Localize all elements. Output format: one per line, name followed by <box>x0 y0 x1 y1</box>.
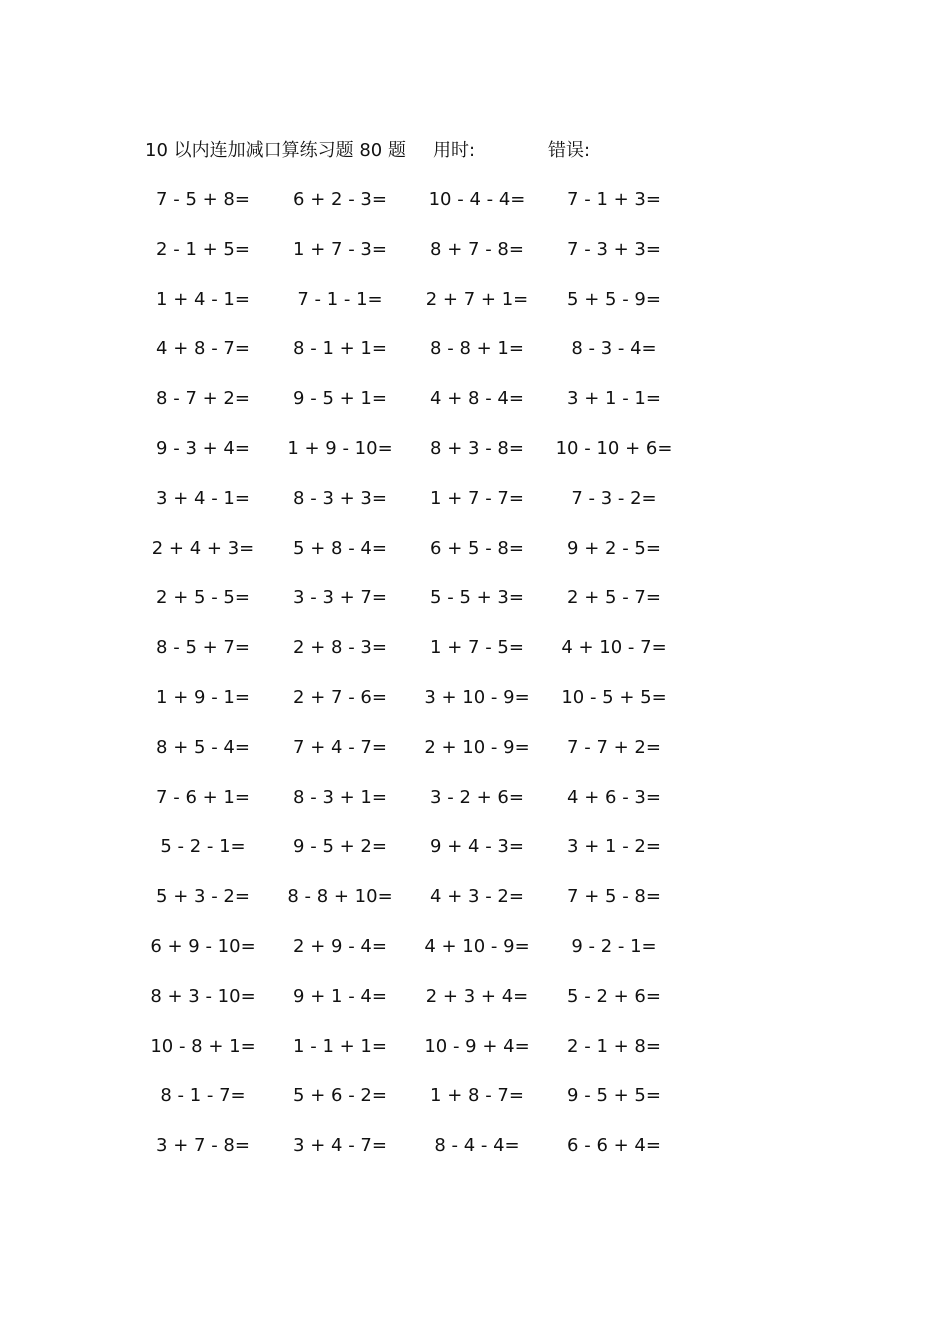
problem-item: 9 - 3 + 4= <box>156 437 250 459</box>
problem-item: 1 + 7 - 3= <box>293 238 387 260</box>
problem-row <box>0 585 950 635</box>
problem-item: 7 - 5 + 8= <box>156 189 250 210</box>
problem-item: 7 - 6 + 1= <box>156 786 250 808</box>
problem-item: 2 + 10 - 9= <box>424 736 530 758</box>
problem-row <box>0 536 950 586</box>
problem-row <box>0 1133 950 1183</box>
problem-item: 6 + 5 - 8= <box>430 537 524 559</box>
problem-item: 2 + 4 + 3= <box>151 537 255 559</box>
problem-item: 9 + 1 - 4= <box>293 985 387 1007</box>
problem-item: 10 - 10 + 6= <box>555 437 673 459</box>
problem-item: 7 - 7 + 2= <box>567 736 661 758</box>
problem-item: 8 - 1 - 7= <box>160 1085 246 1107</box>
problem-row <box>0 436 950 486</box>
problem-item: 3 + 7 - 8= <box>156 1135 250 1157</box>
problem-item: 1 + 9 - 10= <box>287 437 393 459</box>
problem-row <box>0 1083 950 1133</box>
problem-item: 9 - 5 + 1= <box>293 388 387 410</box>
problem-item: 8 - 3 - 4= <box>571 338 657 360</box>
problem-item: 2 + 8 - 3= <box>293 637 387 659</box>
problem-item: 8 - 1 + 1= <box>293 338 387 360</box>
problem-item: 2 + 5 - 5= <box>156 587 250 609</box>
time-label: 用时: <box>433 140 476 161</box>
problem-item: 5 + 6 - 2= <box>293 1085 387 1107</box>
problem-item: 10 - 4 - 4= <box>428 189 526 210</box>
problem-item: 5 + 3 - 2= <box>156 886 250 908</box>
problem-item: 10 - 8 + 1= <box>150 1035 256 1057</box>
problem-item: 2 + 3 + 4= <box>425 985 529 1007</box>
problem-item: 7 + 5 - 8= <box>567 886 661 908</box>
problem-item: 8 - 5 + 7= <box>156 637 250 659</box>
problem-row <box>0 984 950 1034</box>
problem-item: 5 + 5 - 9= <box>567 288 661 310</box>
problem-item: 2 + 7 + 1= <box>425 288 529 310</box>
problem-item: 8 - 8 + 1= <box>430 338 524 360</box>
problem-item: 7 + 4 - 7= <box>293 736 387 758</box>
problem-item: 9 - 5 + 2= <box>293 836 387 858</box>
problem-item: 1 - 1 + 1= <box>293 1035 387 1057</box>
problem-item: 10 - 9 + 4= <box>424 1035 530 1057</box>
problem-item: 7 - 3 + 3= <box>567 238 661 260</box>
problem-item: 7 - 1 + 3= <box>567 189 661 210</box>
problem-item: 2 + 9 - 4= <box>293 935 387 957</box>
problem-item: 8 + 5 - 4= <box>156 736 250 758</box>
problem-item: 9 - 2 - 1= <box>571 935 657 957</box>
problem-item: 1 + 9 - 1= <box>156 686 250 708</box>
problem-item: 4 + 8 - 7= <box>156 338 250 360</box>
problem-row <box>0 685 950 735</box>
worksheet-header <box>0 138 950 164</box>
problem-item: 6 + 9 - 10= <box>150 935 256 957</box>
problem-item: 5 + 8 - 4= <box>293 537 387 559</box>
problem-item: 7 - 3 - 2= <box>571 487 657 509</box>
problem-item: 3 + 1 - 2= <box>567 836 661 858</box>
problem-row <box>0 635 950 685</box>
problem-row <box>0 336 950 386</box>
problem-item: 7 - 1 - 1= <box>297 288 383 310</box>
problem-row <box>0 934 950 984</box>
problem-item: 8 - 7 + 2= <box>156 388 250 410</box>
problem-item: 3 + 4 - 1= <box>156 487 250 509</box>
problem-item: 6 + 2 - 3= <box>293 189 387 210</box>
problem-item: 9 - 5 + 5= <box>567 1085 661 1107</box>
problem-item: 2 - 1 + 5= <box>156 238 250 260</box>
worksheet-title: 10 以内连加减口算练习题 80 题 <box>145 140 406 161</box>
problem-item: 9 + 2 - 5= <box>567 537 661 559</box>
problem-row <box>0 386 950 436</box>
problem-item: 8 + 3 - 10= <box>150 985 256 1007</box>
problem-item: 8 + 7 - 8= <box>430 238 524 260</box>
problem-item: 8 - 4 - 4= <box>434 1135 520 1157</box>
problem-item: 3 + 10 - 9= <box>424 686 530 708</box>
problem-item: 10 - 5 + 5= <box>561 686 667 708</box>
problem-item: 1 + 7 - 5= <box>430 637 524 659</box>
problem-item: 5 - 2 - 1= <box>160 836 246 858</box>
problem-item: 5 - 2 + 6= <box>567 985 661 1007</box>
problem-row <box>0 785 950 835</box>
problem-row <box>0 187 950 237</box>
problem-row <box>0 884 950 934</box>
problem-item: 4 + 10 - 7= <box>561 637 667 659</box>
error-label: 错误: <box>548 140 591 161</box>
problem-row <box>0 237 950 287</box>
problem-item: 8 - 8 + 10= <box>287 886 393 908</box>
problem-item: 1 + 7 - 7= <box>430 487 524 509</box>
problem-item: 2 + 7 - 6= <box>293 686 387 708</box>
problem-row <box>0 287 950 337</box>
problem-item: 5 - 5 + 3= <box>430 587 524 609</box>
problem-item: 9 + 4 - 3= <box>430 836 524 858</box>
problem-item: 2 - 1 + 8= <box>567 1035 661 1057</box>
problem-item: 8 + 3 - 8= <box>430 437 524 459</box>
problem-row <box>0 834 950 884</box>
problem-item: 3 + 4 - 7= <box>293 1135 387 1157</box>
problem-item: 1 + 4 - 1= <box>156 288 250 310</box>
problem-item: 4 + 6 - 3= <box>567 786 661 808</box>
problem-row <box>0 486 950 536</box>
problem-row <box>0 1034 950 1084</box>
problem-item: 4 + 8 - 4= <box>430 388 524 410</box>
problem-row <box>0 735 950 785</box>
problem-grid <box>0 187 950 1183</box>
problem-item: 2 + 5 - 7= <box>567 587 661 609</box>
problem-item: 6 - 6 + 4= <box>567 1135 661 1157</box>
problem-item: 4 + 10 - 9= <box>424 935 530 957</box>
problem-item: 3 - 3 + 7= <box>293 587 387 609</box>
problem-item: 3 - 2 + 6= <box>430 786 524 808</box>
problem-item: 8 - 3 + 1= <box>293 786 387 808</box>
problem-item: 3 + 1 - 1= <box>567 388 661 410</box>
problem-item: 8 - 3 + 3= <box>293 487 387 509</box>
problem-item: 1 + 8 - 7= <box>430 1085 524 1107</box>
problem-item: 4 + 3 - 2= <box>430 886 524 908</box>
